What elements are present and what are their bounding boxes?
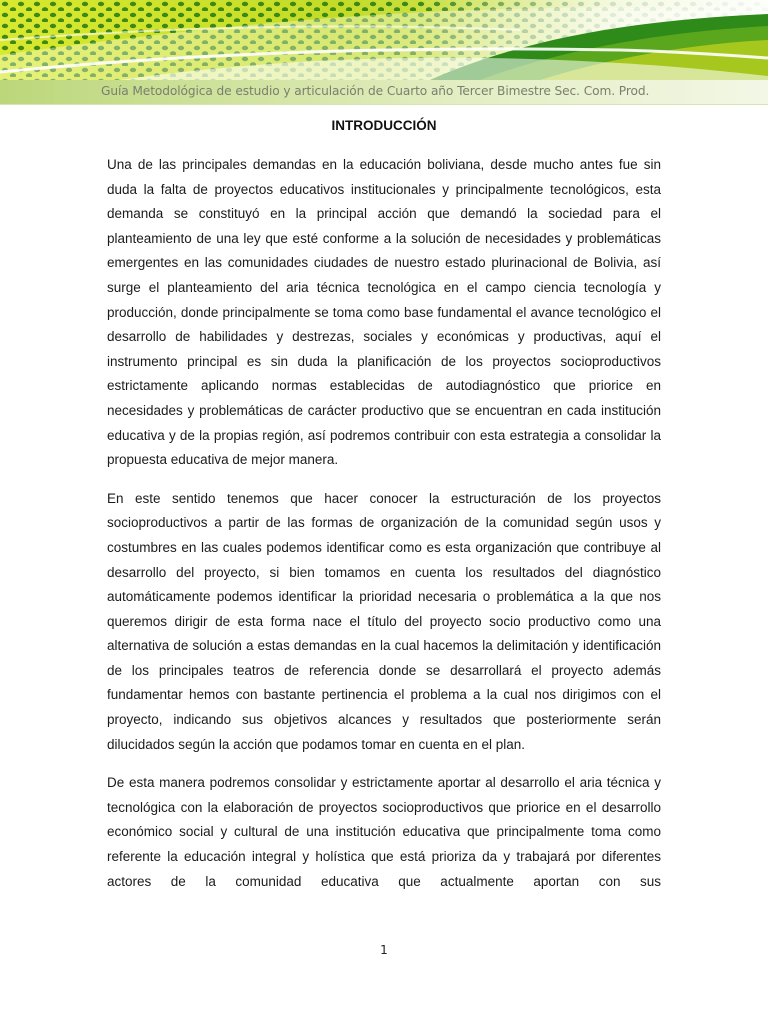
page-number: 1 bbox=[380, 943, 388, 957]
paragraph-1: Una de las principales demandas en la educación boliviana, desde mucho antes fue sin duda la falta de proyectos educativos institucionales y principalmente tecnológicos, esta demanda se constituyó en la principal acción que demandó la sociedad para el planteamiento de una ley que esté conforme a la solución de necesidades y problemáticas emergentes en las comunidades ciudades de nuestro estado plurinacional de Bolivia, así surge el planteamiento del aria técnica tecnológica en el campo ciencia tecnología y producción, donde principalmente se toma como base fundamental el avance tecnológico el desarrollo de habilidades y destrezas, sociales y económicas y productivas, aquí el instrumento principal es sin duda la planificación de los proyectos socioproductivos estrictamente aplicando normas establecidas de autodiagnóstico que priorice en necesidades y problemáticas de carácter productivo que se encuentran en cada institución educativa y de la propias región, así podremos contribuir con esta estrategia a consolidar la propuesta educativa de mejor manera. bbox=[107, 157, 661, 468]
document-title: INTRODUCCIÓN bbox=[331, 118, 437, 133]
paragraph-3: De esta manera podremos consolidar y estrictamente aportar al desarrollo el aria técnica y tecnológica con la elaboración de proyectos socioproductivos que priorice en el desarrollo económico social y cultural de una institución educativa que principalmente toma como referente la educación integral y holística que está prioriza da y trabajará por diferentes actores de la comunidad educativa que actualmente aportan con sus bbox=[107, 775, 661, 889]
paragraph-2: En este sentido tenemos que hacer conocer la estructuración de los proyectos socioproductivos a partir de las formas de organización de la comunidad según usos y costumbres en las cuales podemos identificar como es esta organización que contribuye al desarrollo del proyecto, si bien tomamos en cuenta los resultados del diagnóstico automáticamente podemos identificar la prioridad necesaria o problemática a la que nos queremos dirigir de esta forma nace el título del proyecto socio productivo como una alternativa de solución a estas demandas en la cual hacemos la delimitación y identificación de los principales teatros de referencia donde se desarrollará el proyecto además fundamentar hemos con bastante pertinencia el problema a la cual nos dirigimos con el proyecto, indicando sus objetivos alcances y resultados que posteriormente serán dilucidados según la acción que podamos tomar en cuenta en el plan. bbox=[107, 490, 661, 752]
document-body bbox=[107, 153, 661, 908]
header-caption: Guía Metodológica de estudio y articulación de Cuarto año Tercer Bimestre Sec. Com. Prod. bbox=[101, 84, 650, 98]
